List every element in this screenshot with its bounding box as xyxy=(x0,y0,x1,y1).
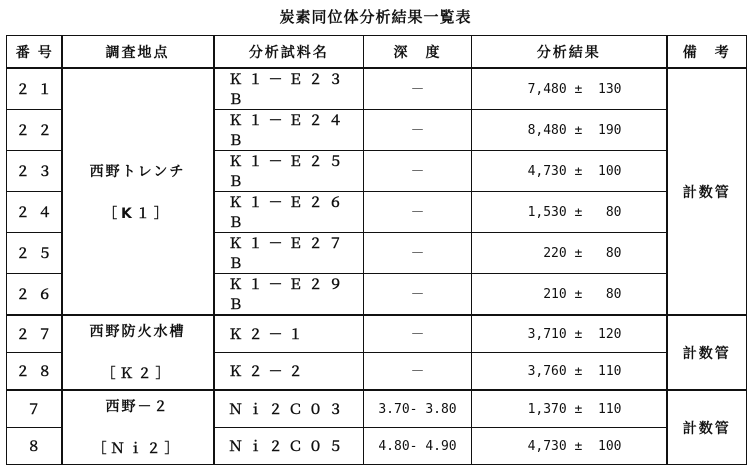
cell-sample: Ｋ２－２ xyxy=(214,353,364,391)
cell-sample: Ｋ１－Ｅ２５Ｂ xyxy=(214,151,364,192)
cell-result: 3,760 ± 110 xyxy=(472,353,667,391)
cell-sample: Ｋ１－Ｅ２３Ｂ xyxy=(214,68,364,110)
cell-no: ２１ xyxy=(7,68,62,110)
cell-result: 8,480 ± 190 xyxy=(472,110,667,151)
cell-sample: Ｋ１－Ｅ２４Ｂ xyxy=(214,110,364,151)
site-name: 西野－２ xyxy=(105,398,170,415)
cell-sample: Ｋ１－Ｅ２７Ｂ xyxy=(214,233,364,274)
cell-note: 計数管 xyxy=(682,420,731,437)
cell-sample: Ｋ１－Ｅ２６Ｂ xyxy=(214,192,364,233)
cell-site xyxy=(62,68,214,315)
cell-result: 3,710 ± 120 xyxy=(472,315,667,353)
cell-depth: － xyxy=(364,315,472,353)
cell-depth: － xyxy=(364,353,472,391)
cell-no: ２８ xyxy=(7,353,62,391)
cell-depth: － xyxy=(364,110,472,151)
cell-result: 1,370 ± 110 xyxy=(472,390,667,428)
site-code: ［Ｎｉ２］ xyxy=(92,440,183,457)
header-row xyxy=(7,36,747,69)
cell-depth: － xyxy=(364,151,472,192)
cell-note: 計数管 xyxy=(682,184,731,201)
site-name: 西野防火水槽 xyxy=(89,323,186,340)
cell-result: 210 ± 80 xyxy=(472,274,667,316)
cell-no: ２３ xyxy=(7,151,62,192)
cell-depth: － xyxy=(364,274,472,316)
results-table xyxy=(6,35,747,465)
table-row xyxy=(7,390,747,428)
table-title: 炭素同位体分析結果一覧表 xyxy=(279,8,472,26)
header-no: 番号 xyxy=(7,36,62,69)
table-row xyxy=(7,68,747,110)
cell-no: ２２ xyxy=(7,110,62,151)
cell-no: ２５ xyxy=(7,233,62,274)
cell-depth: 4.80- 4.90 xyxy=(364,428,472,465)
cell-no: ７ xyxy=(7,390,62,428)
cell-sample: Ｎｉ２Ｃ０５ xyxy=(214,428,364,465)
cell-sample: Ｎｉ２Ｃ０３ xyxy=(214,390,364,428)
cell-depth: － xyxy=(364,192,472,233)
cell-site xyxy=(62,315,214,390)
header-note: 備 考 xyxy=(682,44,731,61)
cell-no: ２４ xyxy=(7,192,62,233)
header-site: 調査地点 xyxy=(62,36,214,69)
table-row xyxy=(7,315,747,353)
cell-result: 1,530 ± 80 xyxy=(472,192,667,233)
site-code: ［K１］ xyxy=(103,205,172,222)
cell-no: ２６ xyxy=(7,274,62,316)
cell-no: ２７ xyxy=(7,315,62,353)
cell-result: 220 ± 80 xyxy=(472,233,667,274)
cell-depth: 3.70- 3.80 xyxy=(364,390,472,428)
cell-result: 4,730 ± 100 xyxy=(472,151,667,192)
cell-depth: － xyxy=(364,68,472,110)
cell-no: ８ xyxy=(7,428,62,465)
cell-site xyxy=(62,390,214,465)
header-sample: 分析試料名 xyxy=(214,36,364,69)
cell-result: 4,730 ± 100 xyxy=(472,428,667,465)
site-name: 西野トレンチ xyxy=(89,163,186,180)
cell-sample: Ｋ２－１ xyxy=(214,315,364,353)
header-depth: 深 度 xyxy=(364,36,472,69)
cell-result: 7,480 ± 130 xyxy=(472,68,667,110)
site-code: ［Ｋ２］ xyxy=(101,365,174,382)
cell-note: 計数管 xyxy=(682,345,731,362)
cell-sample: Ｋ１－Ｅ２９Ｂ xyxy=(214,274,364,316)
cell-depth: － xyxy=(364,233,472,274)
header-result: 分析結果 xyxy=(472,36,667,69)
